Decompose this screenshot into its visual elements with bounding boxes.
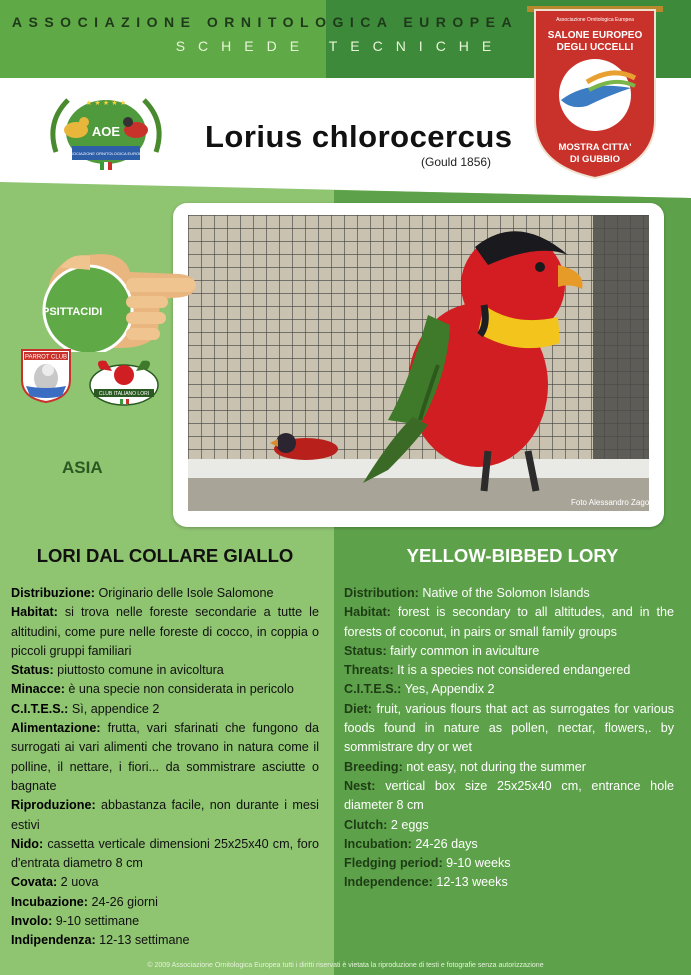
parrot-club-badge xyxy=(18,346,74,404)
en-row: Independence: 12-13 weeks xyxy=(344,875,508,890)
english-common-name: YELLOW-BIBBED LORY xyxy=(406,545,619,566)
club-italiano-lori-badge xyxy=(86,355,162,407)
it-row: Alimentazione: frutta, vari sfarinati che fungono da surrogati ai vari alimenti che trovano in natura come il polline, il nettare, i fiori... da sommistrare asciutte o bagnate xyxy=(11,721,319,793)
it-row: Nido: cassetta verticale dimensioni 25x25x40 cm, foro d'entrata diametro 8 cm xyxy=(11,836,319,871)
it-row: Status: piuttosto comune in avicoltura xyxy=(11,663,224,678)
species-name: Lorius chlorocercus xyxy=(205,119,513,154)
italian-details xyxy=(11,584,319,951)
it-row: C.I.T.E.S.: Sì, appendice 2 xyxy=(11,701,160,716)
photo-credit: Foto Alessandro Zago xyxy=(571,498,649,507)
it-row: Minacce: è una specie non considerata in pericolo xyxy=(11,682,294,697)
en-row: Breeding: not easy, not during the summer xyxy=(344,759,586,774)
species-author: (Gould 1856) xyxy=(421,155,492,169)
org-title: ASSOCIAZIONE ORNITOLOGICA EUROPEA xyxy=(11,14,519,30)
aoe-logo xyxy=(46,92,166,178)
en-row: Habitat: forest is secondary to all altitudes, and in the forests of coconut, in pairs or small family groups xyxy=(344,605,674,639)
english-details xyxy=(344,584,674,893)
it-row: Distribuzione: Originario delle Isole Salomone xyxy=(11,586,274,600)
shield-line1: SALONE EUROPEO xyxy=(547,30,643,41)
group-label: PSITTACIDI xyxy=(42,306,103,318)
psittacidi-hand-badge xyxy=(30,252,205,352)
shield-top-text: Associazione Ornitologica Europea xyxy=(556,17,634,23)
italian-common-name: LORI DAL COLLARE GIALLO xyxy=(36,545,294,566)
aoe-logo-text: AOE xyxy=(91,124,121,139)
en-row: Clutch: 2 eggs xyxy=(344,817,429,832)
mostra-gubbio-shield xyxy=(527,0,663,180)
en-row: C.I.T.E.S.: Yes, Appendix 2 xyxy=(344,682,495,697)
en-row: Threats: It is a species not considered endangered xyxy=(344,663,631,678)
it-row: Riproduzione: abbastanza facile, non durante i mesi estivi xyxy=(11,798,319,832)
club1-label: PARROT CLUB xyxy=(24,354,68,361)
en-row: Incubation: 24-26 days xyxy=(344,836,478,851)
shield-line4: DI GUBBIO xyxy=(569,154,621,165)
en-row: Nest: vertical box size 25x25x40 cm, entrance hole diameter 8 cm xyxy=(344,778,674,813)
it-row: Incubazione: 24-26 giorni xyxy=(11,894,158,909)
it-row: Covata: 2 uova xyxy=(11,875,99,890)
region-label: ASIA xyxy=(62,458,103,477)
svg-text:★ ★ ★ ★ ★: ★ ★ ★ ★ ★ xyxy=(85,99,127,107)
en-row: Status: fairly common in aviculture xyxy=(344,643,540,658)
en-row: Fledging period: 9-10 weeks xyxy=(344,856,511,871)
it-row: Involo: 9-10 settimane xyxy=(11,914,140,929)
parrot-photo xyxy=(188,215,649,511)
en-row: Diet: fruit, various flours that act as surrogates for various foods found in nature as pollen, nectar, flowers,. by sommistrare dry or wet xyxy=(344,701,674,755)
shield-line3: MOSTRA CITTA' xyxy=(558,142,632,153)
en-row: Distribution: Native of the Solomon Islands xyxy=(344,586,590,600)
it-row: Indipendenza: 12-13 settimane xyxy=(11,933,190,948)
org-subtitle: SCHEDE TECNICHE xyxy=(175,38,505,54)
it-row: Habitat: si trova nelle foreste secondarie a tutte le altitudini, come pure nelle foreste di cocco, in coppia o piccoli gruppi familiari xyxy=(11,605,319,658)
shield-line2: DEGLI UCCELLI xyxy=(556,42,634,53)
copyright-footer: © 2009 Associazione Ornitologica Europea tutti i diritti riservati è vietata la riproduzione di testi e fotografie senza autorizzazione xyxy=(147,962,544,969)
club2-label: CLUB ITALIANO LORI xyxy=(98,391,150,397)
aoe-logo-subtext: ASSOCIAZIONE ORNITOLOGICA EUROPEA xyxy=(64,151,148,156)
